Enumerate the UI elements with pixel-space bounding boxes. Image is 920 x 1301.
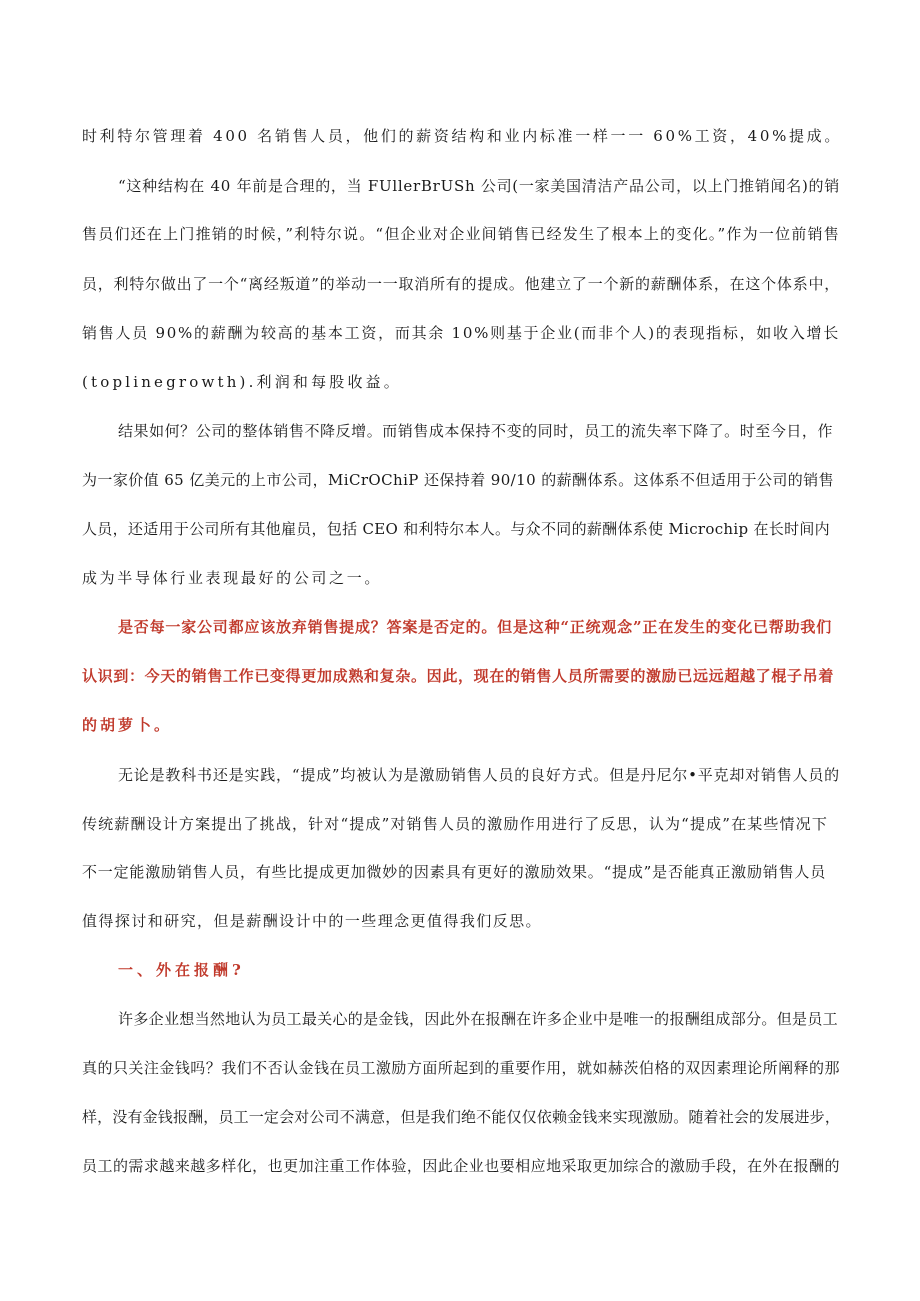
section-heading: 一、外在报酬? [118,961,245,979]
text-line: 人员，还适用于公司所有其他雇员，包括 CEO 和利特尔本人。与众不同的薪酬体系使 Microchip 在长时间内 [82,520,830,538]
text-line: 销售人员 90%的薪酬为较高的基本工资，而其余 10%则基于企业(而非个人)的表现指标，如收入增长 [82,324,840,342]
highlight-text-line: 的胡萝卜。 [82,716,172,734]
highlight-text-line: 认识到：今天的销售工作已变得更加成熟和复杂。因此，现在的销售人员所需要的激励已远远超越了棍子吊着 [82,667,834,685]
text-line: “这种结构在 40 年前是合理的，当 FUllerBrUSh 公司(一家美国清洁产品公司，以上门推销闻名)的销 [118,177,840,195]
text-line: 员工的需求越来越多样化，也更加注重工作体验，因此企业也要相应地采取更加综合的激励手段，在外在报酬的 [82,1157,840,1175]
text-line: 值得探讨和研究，但是薪酬设计中的一些理念更值得我们反思。 [82,912,542,930]
highlight-text-line: 是否每一家公司都应该放弃销售提成？答案是否定的。但是这种“正统观念”正在发生的变化已帮助我们 [118,618,832,636]
text-line: 结果如何？公司的整体销售不降反增。而销售成本保持不变的同时，员工的流失率下降了。时至今日，作 [118,422,833,440]
text-line: 样，没有金钱报酬，员工一定会对公司不满意，但是我们绝不能仅仅依赖金钱来实现激励。随着社会的发展进步， [82,1108,840,1126]
text-line: 员，利特尔做出了一个“离经叛道”的举动一一取消所有的提成。他建立了一个新的薪酬体系，在这个体系中， [82,275,840,293]
text-line: (toplinegrowth).利润和每股收益。 [82,373,402,391]
text-line: 时利特尔管理着 400 名销售人员，他们的薪资结构和业内标准一样一一 60%工资，40%提成。 [82,127,842,145]
text-line: 许多企业想当然地认为员工最关心的是金钱，因此外在报酬在许多企业中是唯一的报酬组成部分。但是员工 [118,1010,838,1028]
text-line: 不一定能激励销售人员，有些比提成更加微妙的因素具有更好的激励效果。“提成”是否能真正激励销售人员 [82,863,826,881]
text-line: 成为半导体行业表现最好的公司之一。 [82,569,382,587]
text-line: 无论是教科书还是实践，“提成”均被认为是激励销售人员的良好方式。但是丹尼尔•平克却对销售人员的 [118,766,840,784]
text-line: 传统薪酬设计方案提出了挑战，针对“提成”对销售人员的激励作用进行了反思，认为“提成”在某些情况下 [82,815,828,833]
text-line: 售员们还在上门推销的时候，”利特尔说。“但企业对企业间销售已经发生了根本上的变化。”作为一位前销售 [82,225,840,243]
text-line: 为一家价值 65 亿美元的上市公司，MiCrOChiP 还保持着 90/10 的薪酬体系。这体系不但适用于公司的销售 [82,471,834,489]
text-line: 真的只关注金钱吗？我们不否认金钱在员工激励方面所起到的重要作用，就如赫茨伯格的双因素理论所阐释的那 [82,1059,840,1077]
